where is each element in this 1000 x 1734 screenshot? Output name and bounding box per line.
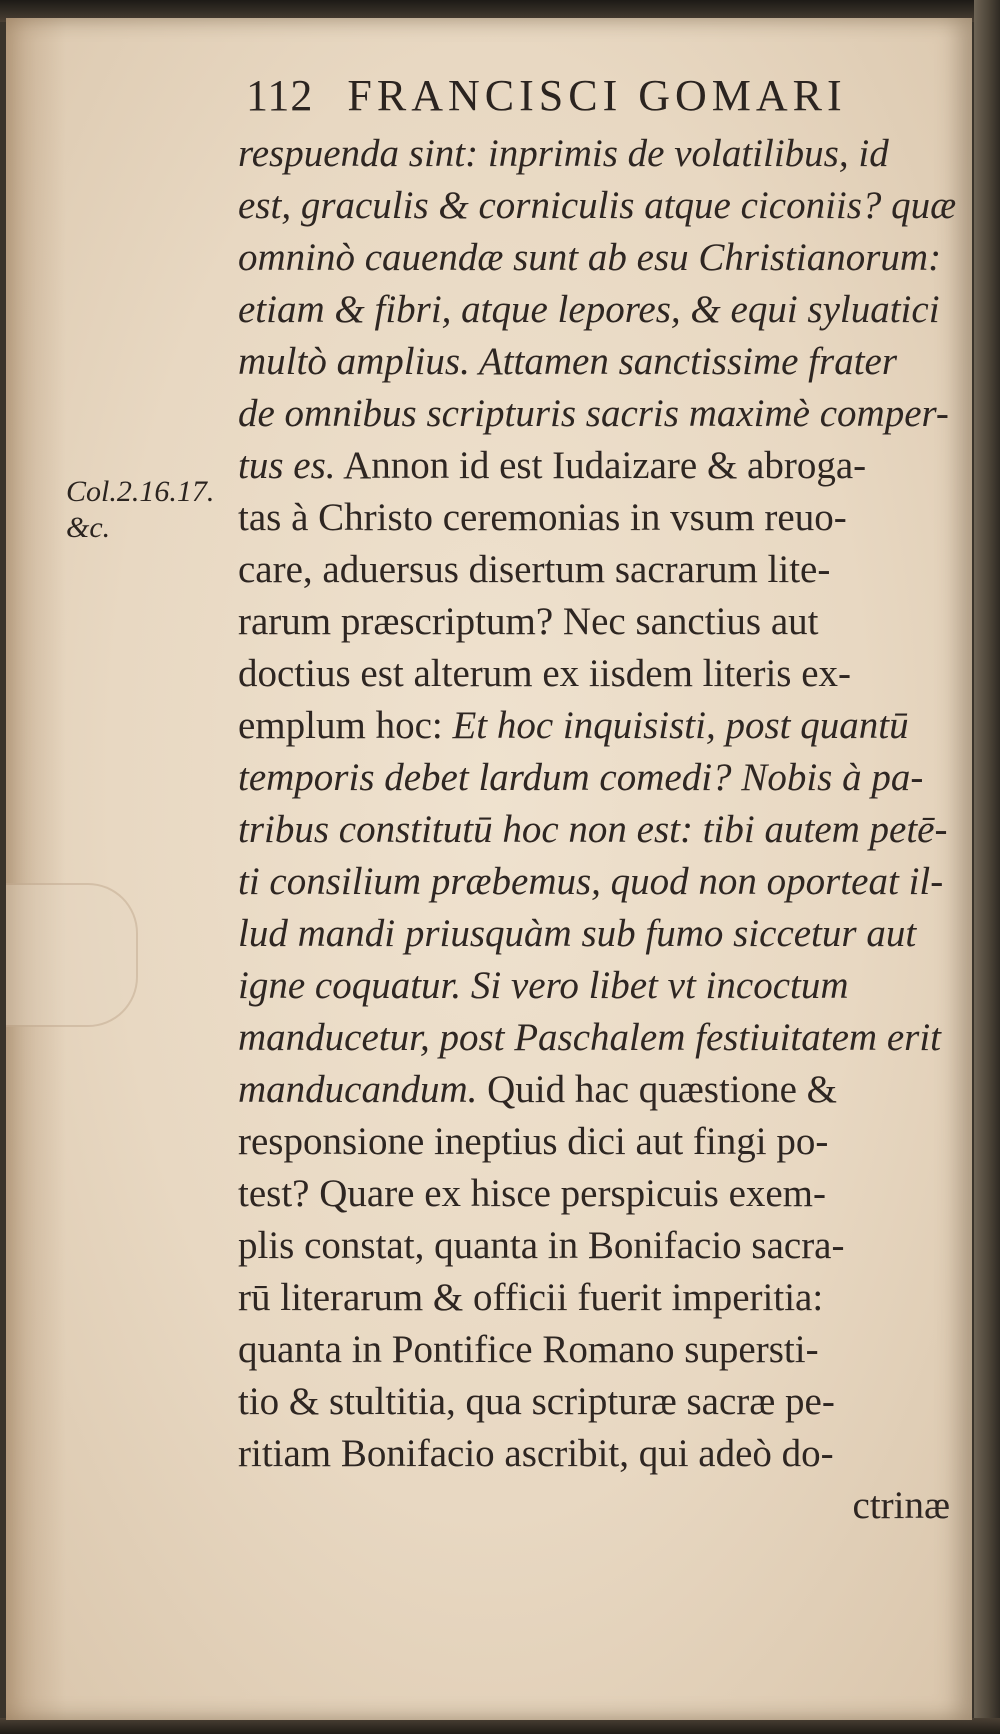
- roman-text: tas à Christo ceremonias in vsum reuo-: [238, 496, 847, 539]
- text-line: [238, 1324, 958, 1376]
- roman-text: Quid hac quæstione &: [477, 1068, 838, 1111]
- text-line: [238, 440, 958, 492]
- roman-text: rū literarum & officii fuerit imperitia:: [238, 1276, 824, 1319]
- roman-text: ritiam Bonifacio ascribit, qui adeò do-: [238, 1432, 834, 1475]
- roman-text: doctius est alterum ex iisdem literis ex-: [238, 652, 852, 695]
- roman-text: emplum hoc:: [238, 704, 443, 747]
- italic-text: Et hoc inquisisti, post quantū: [442, 704, 909, 747]
- text-line: [238, 1168, 958, 1220]
- text-line: [238, 856, 958, 908]
- book-right-edge: [974, 0, 1000, 1734]
- italic-text: temporis debet lardum comedi? Nobis à pa-: [238, 756, 924, 799]
- page-number: 112: [246, 71, 314, 120]
- text-line: [238, 804, 958, 856]
- roman-text: tio & stultitia, qua scripturæ sacræ pe-: [238, 1380, 835, 1423]
- italic-text: ti consilium præbemus, quod non oporteat il-: [238, 860, 944, 903]
- text-line: [238, 648, 958, 700]
- roman-text: responsione ineptius dici aut fingi po-: [238, 1120, 829, 1163]
- page-gutter-shade: [6, 18, 66, 1720]
- text-line: [238, 1064, 958, 1116]
- roman-text: plis constat, quanta in Bonifacio sacra-: [238, 1224, 845, 1267]
- italic-text: tribus constitutū hoc non est: tibi autem petē-: [238, 808, 948, 851]
- roman-text: rarum præscriptum? Nec sanctius aut: [238, 600, 819, 643]
- text-line: [238, 128, 958, 180]
- italic-text: de omnibus scripturis sacris maximè comper-: [238, 392, 949, 435]
- body-text: [238, 128, 958, 1532]
- italic-text: est, graculis & corniculis atque ciconiis? quæ: [238, 184, 957, 227]
- roman-text: Annon id est Iudaizare & abroga-: [335, 444, 867, 487]
- italic-text: multò amplius. Attamen sanctissime frater: [238, 340, 898, 383]
- text-line: [238, 960, 958, 1012]
- text-line: [238, 700, 958, 752]
- text-line: [238, 1012, 958, 1064]
- text-line: [238, 1428, 958, 1480]
- running-header: [246, 70, 847, 130]
- marginal-note-line: &c.: [66, 511, 111, 544]
- roman-text: test? Quare ex hisce perspicuis exem-: [238, 1172, 827, 1215]
- marginal-note-line: Col.2.16.17.: [66, 475, 215, 508]
- text-line: [238, 336, 958, 388]
- text-line: [238, 544, 958, 596]
- text-line: [238, 752, 958, 804]
- italic-text: respuenda sint: inprimis de volatilibus, id: [238, 132, 889, 175]
- text-line: [238, 284, 958, 336]
- roman-text: quanta in Pontifice Romano supersti-: [238, 1328, 819, 1371]
- italic-text: lud mandi priusquàm sub fumo siccetur aut: [238, 912, 917, 955]
- italic-text: manducetur, post Paschalem festiuitatem erit: [238, 1016, 941, 1059]
- text-line: [238, 232, 958, 284]
- text-line: [238, 1376, 958, 1428]
- text-line: [238, 596, 958, 648]
- running-title: FRANCISCI GOMARI: [347, 71, 847, 120]
- italic-text: manducandum.: [238, 1068, 478, 1111]
- italic-text: etiam & fibri, atque lepores, & equi syluatici: [238, 288, 940, 331]
- text-line: [238, 1220, 958, 1272]
- book-bottom-edge: [0, 1718, 1000, 1734]
- text-line: [238, 388, 958, 440]
- italic-text: omninò cauendæ sunt ab esu Christianorum:: [238, 236, 942, 279]
- catchword: ctrinæ: [852, 1484, 950, 1527]
- marginal-note: [66, 474, 214, 546]
- italic-text: igne coquatur. Si vero libet vt incoctum: [238, 964, 849, 1007]
- text-line: [238, 1116, 958, 1168]
- text-line: [238, 908, 958, 960]
- roman-text: care, aduersus disertum sacrarum lite-: [238, 548, 831, 591]
- paper-stain: [6, 883, 138, 1027]
- text-line: [238, 180, 958, 232]
- italic-text: tus es.: [238, 444, 336, 487]
- text-line: [238, 1272, 958, 1324]
- text-line: [238, 492, 958, 544]
